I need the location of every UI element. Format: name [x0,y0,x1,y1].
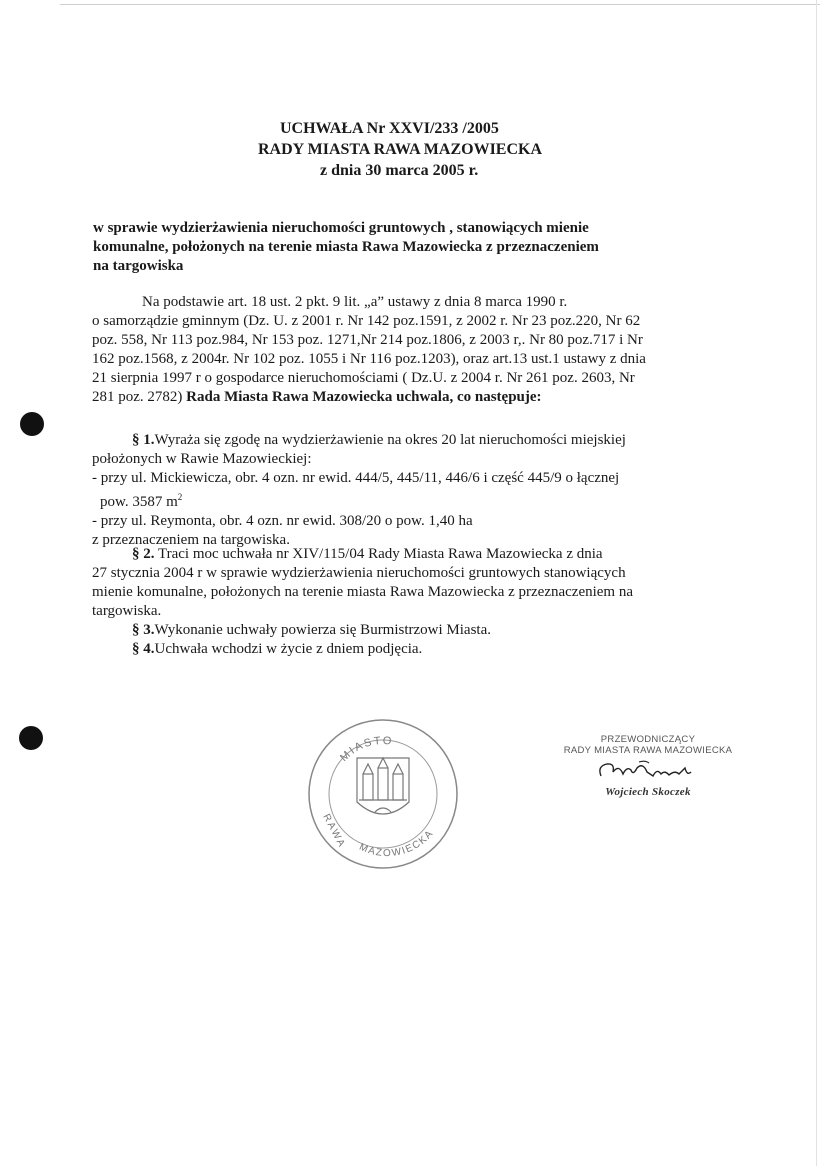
section-3 [92,621,491,640]
section1-line: - przy ul. Reymonta, obr. 4 ozn. nr ewid. 308/20 o pow. 1,40 ha [92,513,473,529]
section2-label: § 2. [132,546,155,562]
section3-line [92,621,491,640]
section3-text: Wykonanie uchwały powierza się Burmistrzowi Miasta. [154,622,492,638]
section2-line: targowiska. [92,603,162,619]
scan-edge-right [816,0,817,1166]
section4-line [92,640,422,659]
resolution-date: z dnia 30 marca 2005 r. [320,162,479,179]
chairman-title: PRZEWODNICZĄCY [600,734,696,745]
section1-line: z przeznaczeniem na targowiska. [92,532,290,548]
handwritten-signature [593,758,703,784]
city-seal-stamp [305,716,461,872]
section2-line: mienie komunalne, położonych na terenie miasta Rawa Mazowiecka z przeznaczeniem na [92,584,634,600]
section4-text: Uchwała wchodzi w życie z dniem podjęcia. [154,641,423,657]
basis-line: 162 poz.1568, z 2004r. Nr 102 poz. 1055 i Nr 116 poz.1203), oraz art.13 ust.1 ustawy z dnia [92,351,646,367]
subject-line: w sprawie wydzierżawienia nieruchomości gruntowych , stanowiących mienie [93,220,589,236]
section4-label: § 4. [132,641,155,657]
section1-line [92,431,626,450]
basis-line: poz. 558, Nr 113 poz.984, Nr 153 poz. 1271,Nr 214 poz.1806, z 2003 r,. Nr 80 poz.717 i Nr [92,332,643,348]
section1-line: położonych w Rawie Mazowieckiej: [92,451,312,467]
area-value: pow. 3587 m [100,494,178,510]
chairman-name: Wojciech Skoczek [605,786,691,798]
council-name: RADY MIASTA RAWA MAZOWIECKA [258,141,543,158]
subject-line: komunalne, położonych na terenie miasta Rawa Mazowiecka z przeznaczeniem [93,239,599,255]
seal-text-left: RAWA [320,812,348,851]
area-exponent: 2 [177,492,183,502]
subject-line: na targowiska [93,258,184,274]
basis-line [92,388,646,407]
scan-edge-top [60,4,820,5]
basis-text: 281 poz. 2782) [92,389,187,405]
basis-line: Na podstawie art. 18 ust. 2 pkt. 9 lit. „a” ustawy z dnia 8 marca 1990 r. [142,294,568,310]
section1-line: - przy ul. Mickiewicza, obr. 4 ozn. nr ewid. 444/5, 445/11, 446/6 i część 445/9 o łącznej [92,470,620,486]
basis-line: 21 sierpnia 1997 r o gospodarce nieruchomościami ( Dz.U. z 2004 r. Nr 261 poz. 2603, Nr [92,370,635,386]
section-1 [92,431,626,550]
section-4 [92,640,422,659]
punch-hole-lower [19,726,43,750]
basis-line: o samorządzie gminnym (Dz. U. z 2001 r. Nr 142 poz.1591, z 2002 r. Nr 23 poz.220, Nr 62 [92,313,641,329]
section1-line [92,488,626,512]
section2-line [92,545,633,564]
resolution-subject [93,219,693,276]
resolution-number: UCHWAŁA Nr XXVI/233 /2005 [280,120,499,137]
section1-text: Wyraża się zgodę na wydzierżawienie na okres 20 lat nieruchomości miejskiej [154,432,626,448]
council-resolves: Rada Miasta Rawa Mazowiecka uchwala, co następuje: [186,389,542,405]
section1-label: § 1. [132,432,155,448]
section2-line: 27 stycznia 2004 r w sprawie wydzierżawienia nieruchomości gruntowych stanowiących [92,565,626,581]
section2-text: Traci moc uchwała nr XIV/115/04 Rady Miasta Rawa Mazowiecka z dnia [154,546,603,562]
chairman-council: RADY MIASTA RAWA MAZOWIECKA [563,745,733,756]
punch-hole-upper [20,412,44,436]
section-2 [92,545,633,621]
legal-basis [92,293,646,407]
section3-label: § 3. [132,622,155,638]
seal-text-top: MIASTO [338,734,394,765]
chairman-signature-block [548,734,748,798]
seal-text-bottom: MAZOWIECKA [357,827,437,860]
seal-coat-of-arms-icon [357,758,409,814]
